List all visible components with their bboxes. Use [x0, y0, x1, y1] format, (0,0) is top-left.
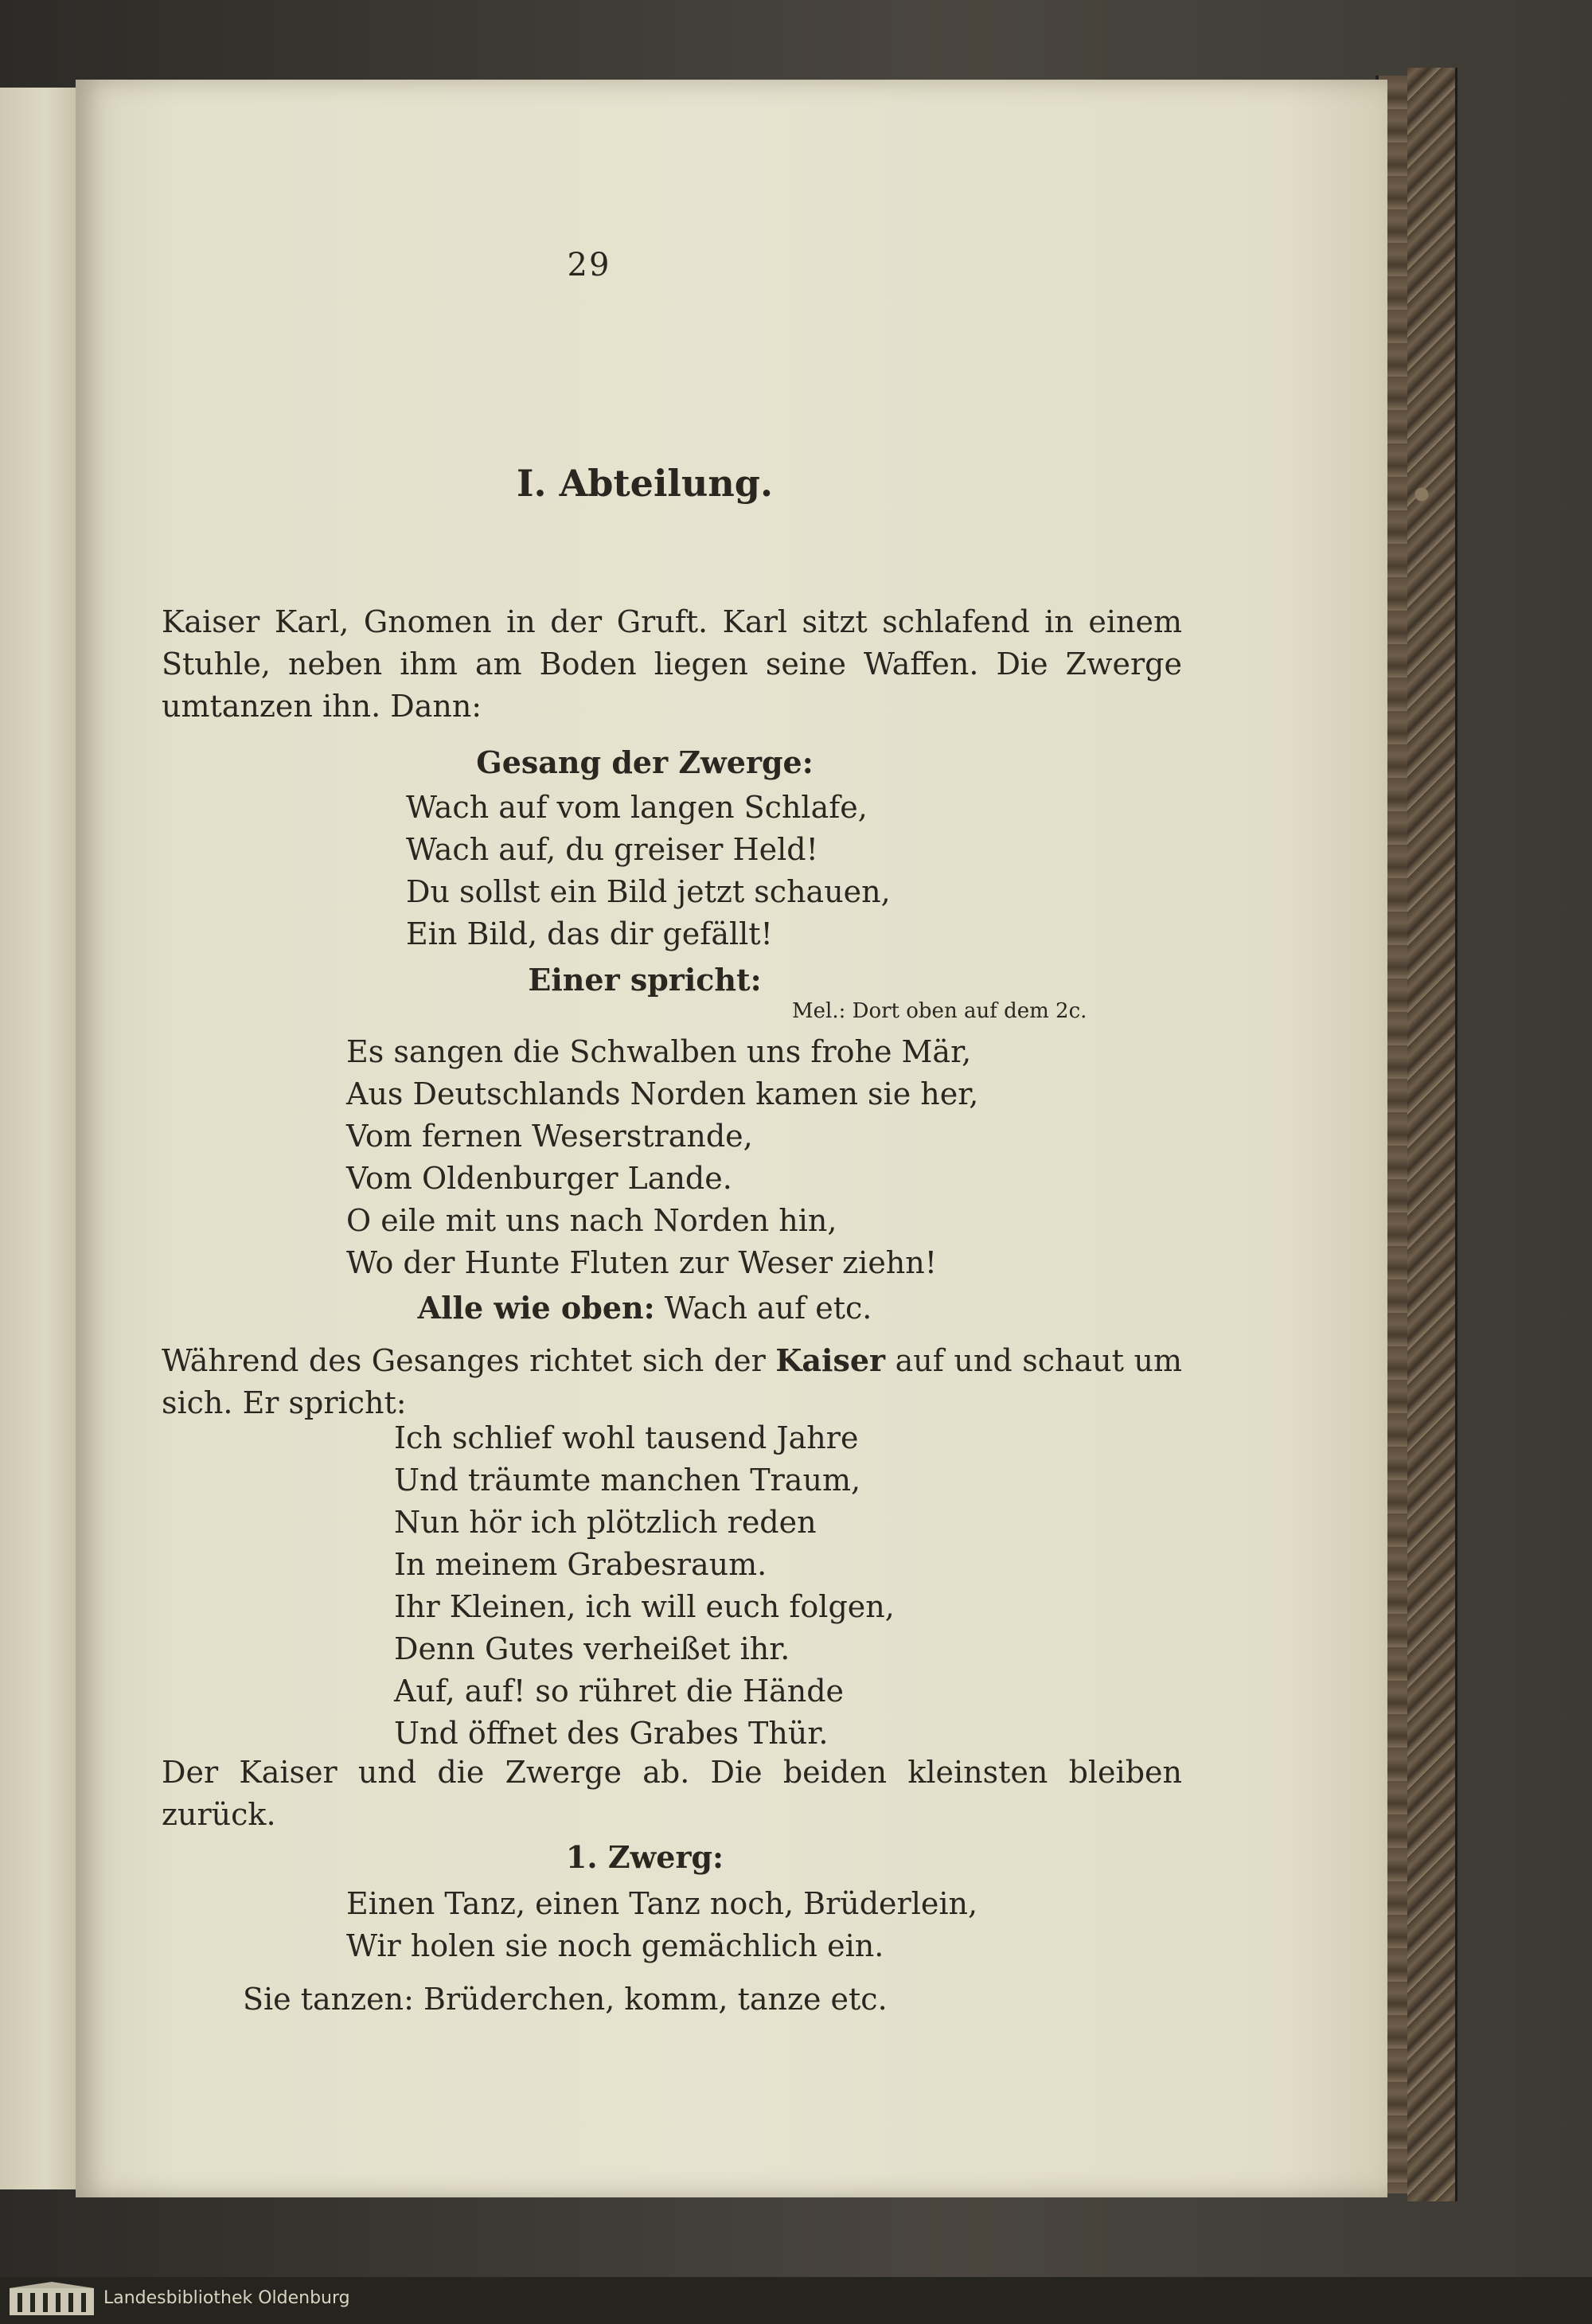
marbled-cover — [1407, 68, 1457, 2201]
verse-line: Es sangen die Schwalben uns frohe Mär, — [346, 1034, 972, 1069]
verse-line: Ihr Kleinen, ich will euch folgen, — [394, 1589, 895, 1624]
melody-note: Mel.: Dort oben auf dem 2c. — [792, 999, 1087, 1023]
stage-direction — [162, 1339, 1182, 1424]
direction-emphasis: Kaiser — [775, 1342, 886, 1378]
verse-line: Vom Oldenburger Lande. — [346, 1161, 732, 1196]
chorus-text: Wach auf etc. — [654, 1291, 872, 1326]
verse-line: Vom fernen Weserstrande, — [346, 1119, 753, 1154]
direction-text: auf und schaut um sich. Er spricht: — [162, 1343, 1183, 1420]
song-heading: Gesang der Zwerge: — [476, 744, 814, 780]
verse-line: Nun hör ich plötzlich reden — [394, 1505, 817, 1540]
speaker-heading: Einer spricht: — [528, 962, 762, 998]
verse-line: Ich schlief wohl tausend Jahre — [394, 1420, 859, 1455]
verse-line: Auf, auf! so rühret die Hände — [394, 1674, 845, 1709]
direction-text: Während des Gesanges richtet sich der — [162, 1343, 776, 1378]
verse-line: O eile mit uns nach Norden hin, — [346, 1203, 837, 1238]
verse-line: Wo der Hunte Fluten zur Weser ziehn! — [346, 1245, 938, 1280]
verse-line: In meinem Grabesraum. — [394, 1547, 767, 1582]
verse-line: Wir holen sie noch gemächlich ein. — [346, 1928, 884, 1963]
verse-line: Wach auf vom langen Schlafe, — [406, 790, 868, 825]
library-logo-icon — [8, 2282, 96, 2318]
dwarf-verse — [346, 1883, 977, 1967]
song-verse — [406, 787, 891, 955]
section-title: I. Abteilung. — [517, 462, 773, 505]
verse-line: Denn Gutes verheißet ihr. — [394, 1631, 790, 1666]
verse-line: Aus Deutschlands Norden kamen sie her, — [346, 1076, 979, 1111]
verse-line: Ein Bild, das dir gefällt! — [406, 916, 773, 951]
exit-direction: Der Kaiser und die Zwerge ab. Die beiden kleinsten bleiben zurück. — [162, 1755, 1182, 1832]
verse-line: Und öffnet des Grabes Thür. — [394, 1716, 829, 1751]
page-number: 29 — [567, 247, 611, 283]
verse-line: Du sollst ein Bild jetzt schauen, — [406, 874, 891, 909]
speaker-verse — [346, 1031, 978, 1284]
chorus-line — [76, 1290, 1214, 1326]
verse-line: Wach auf, du greiser Held! — [406, 832, 818, 867]
dwarf-heading: 1. Zwerg: — [565, 1839, 724, 1875]
chorus-label: Alle wie oben: — [417, 1290, 655, 1326]
verse-line: Und träumte manchen Traum, — [394, 1463, 861, 1498]
library-name: Landesbibliothek Oldenburg — [103, 2288, 350, 2308]
facing-page-edge — [0, 88, 78, 2189]
intro-paragraph: Kaiser Karl, Gnomen in der Gruft. Karl sitzt schlafend in einem Stuhle, neben ihm am Boden liegen seine Waffen. Die Zwerge umtanzen ihn. Dann: — [162, 604, 1182, 724]
verse-line: Einen Tanz, einen Tanz noch, Brüderlein, — [346, 1886, 978, 1921]
book-page — [76, 80, 1387, 2197]
closing-direction: Sie tanzen: Brüderchen, komm, tanze etc. — [243, 1982, 888, 2017]
emperor-verse — [394, 1417, 895, 1755]
